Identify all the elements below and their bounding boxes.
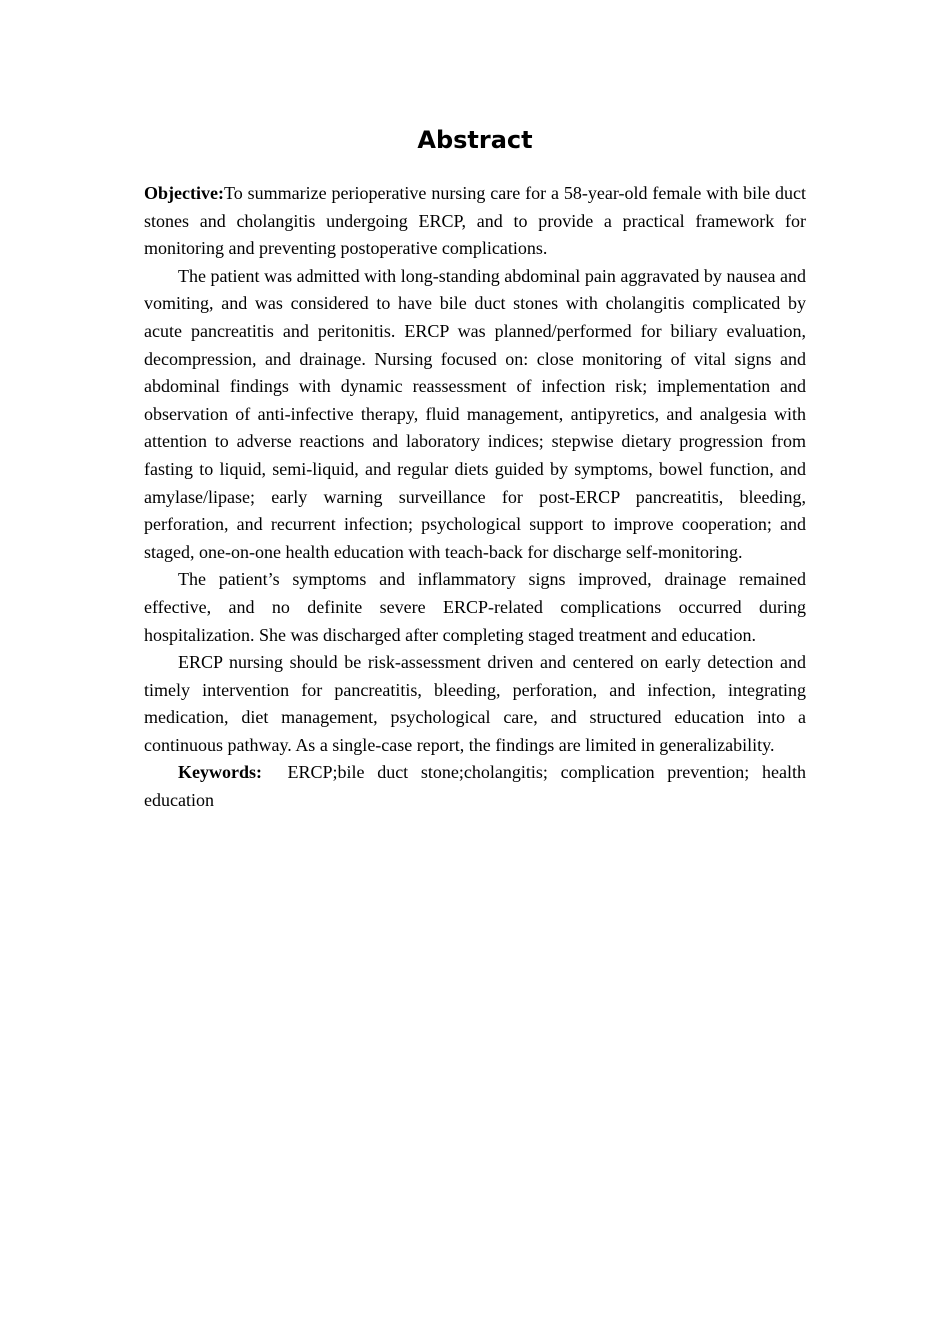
- abstract-body: [144, 180, 806, 815]
- objective-paragraph: [144, 180, 806, 263]
- objective-text: To summarize perioperative nursing care for a 58-year-old female with bile duct stones and cholangitis undergoing ERCP, and to provide a practical framework for monitoring and preventing postoperative complications.: [144, 183, 806, 259]
- conclusion-paragraph: ERCP nursing should be risk-assessment driven and centered on early detection and timely intervention for pancreatitis, bleeding, perforation, and infection, integrating medication, diet management, psychological care, and structured education into a continuous pathway. As a single-case report, the findings are limited in generalizability.: [144, 652, 806, 755]
- keywords-label: Keywords:: [178, 762, 262, 783]
- results-paragraph: The patient’s symptoms and inflammatory signs improved, drainage remained effective, and no definite severe ERCP-related complications occurred during hospitalization. She was discharged after completing staged treatment and education.: [144, 569, 806, 645]
- keywords-text: ERCP;bile duct stone;cholangitis; complication prevention; health education: [144, 762, 806, 811]
- methods-paragraph: The patient was admitted with long-standing abdominal pain aggravated by nausea and vomiting, and was considered to have bile duct stones with cholangitis complicated by acute pancreatitis and peritonitis. ERCP was planned/performed for biliary evaluation, decompression, and drainage. Nursing focused on: close monitoring of vital signs and abdominal findings with dynamic reassessment of infection risk; implementation and observation of anti-infective therapy, fluid management, antipyretics, and analgesia with attention to adverse reactions and laboratory indices; stepwise dietary progression from fasting to liquid, semi-liquid, and regular diets guided by symptoms, bowel function, and amylase/lipase; early warning surveillance for post-ERCP pancreatitis, bleeding, perforation, and recurrent infection; psychological support to improve cooperation; and staged, one-on-one health education with teach-back for discharge self-monitoring.: [144, 265, 806, 562]
- abstract-title: Abstract: [417, 126, 533, 154]
- keywords-paragraph: [144, 759, 806, 814]
- objective-label: Objective:: [144, 183, 224, 203]
